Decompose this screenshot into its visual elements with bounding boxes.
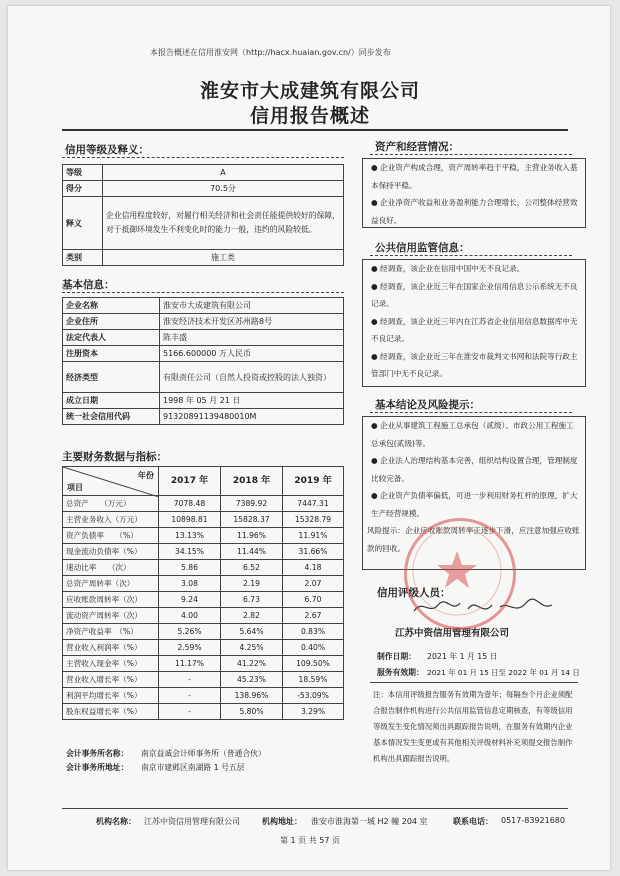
table-row [63,250,344,266]
financial-metric-value: 6.73 [221,592,283,608]
table-row [63,165,344,181]
table-row [63,624,344,640]
company-name-value: 淮安市大成建筑有限公司 [160,298,344,314]
financial-metric-value: 4.25% [221,640,283,656]
financial-metric-value: 3.08 [159,576,221,592]
footer-address: 淮安市淮海第一城 H2 幢 204 室 [311,817,428,826]
accounting-firm-label: 会计事务所名称： [66,749,129,758]
financial-metric-value: 34.15% [159,544,221,560]
financial-metric-value: 10898.81 [159,512,221,528]
item-header-label: 项目 [67,483,83,492]
financial-metric-value: 2.82 [221,608,283,624]
financial-metric-value: 4.00 [159,608,221,624]
table-row [63,592,344,608]
conclusion-item: ● 企业法人治理结构基本完善，组织结构设置合理，管理制度比较完备。 [371,456,578,483]
financial-metric-label: 速动比率 （次） [63,560,159,576]
financial-metric-value: 3.29% [283,704,344,720]
table-row [63,181,344,197]
financial-metric-value: 13.13% [159,528,221,544]
credit-rating-heading: 信用等级及释义： [65,144,149,156]
financial-metric-label: 现金流动负债率（%） [63,544,159,560]
basic-info-table [62,297,344,425]
rating-company-name: 江苏中资信用管理有限公司 [395,628,510,639]
table-row [63,298,344,314]
table-row [63,608,344,624]
financial-metric-label: 应收账款周转率（次） [63,592,159,608]
table-row [63,393,344,409]
supervision-item: ● 经调查，该企业近三年在淮安市裁判文书网和法院等行政主管部门中无不良记录。 [371,351,578,378]
financial-metric-label: 营业收入增长率（%） [63,672,159,688]
financial-metric-value: 5.86 [159,560,221,576]
financial-metric-value: 2.07 [283,576,344,592]
conclusion-item: ● 企业资产负债率偏低，可进一步利用财务杠杆的原理，扩大生产经营规模。 [371,491,578,518]
table-row [63,544,344,560]
financials-table [62,466,344,720]
table-row [63,656,344,672]
table-row [63,560,344,576]
financial-metric-value: 11.96% [221,528,283,544]
table-row [63,576,344,592]
established-date-value: 1998 年 05 月 21 日 [160,393,344,409]
table-row [63,314,344,330]
financial-metric-label: 主营业务收入（万元） [63,512,159,528]
company-name-label: 企业名称 [63,298,160,314]
financial-metric-value: 2.59% [159,640,221,656]
financial-metric-label: 资产负债率 （%） [63,528,159,544]
financial-metric-value: 7078.48 [159,496,221,512]
section-divider [370,154,572,155]
raters-label: 信用评级人员： [377,587,451,599]
financial-metric-value: -53.09% [283,688,344,704]
assets-item: ● 企业资产构成合理，资产周转率趋于平稳，主营业务收入基本保持平稳。 [371,163,578,190]
table-row [63,528,344,544]
year-2018-header: 2018 年 [221,467,283,496]
financial-metric-value: 5.26% [159,624,221,640]
financial-metric-value: 9.24 [159,592,221,608]
rating-category-label: 类别 [63,250,103,266]
supervision-item: ● 经调查，该企业在信用中国中无不良记录。 [371,264,525,273]
financial-metric-value: 11.44% [221,544,283,560]
validity-period: 2021 年 01 月 15 日至 2022 年 01 月 14 日 [427,668,580,677]
financial-metric-value: 2.19 [221,576,283,592]
conclusion-item: ● 企业从事建筑工程施工总承包（贰级）、市政公用工程施工总承包(贰级)等。 [371,421,574,448]
table-row [63,672,344,688]
financial-metric-label: 利润平均增长率（%） [63,688,159,704]
section-divider [370,255,572,256]
basic-info-heading: 基本信息： [62,279,115,291]
rating-definition-value: 企业信用程度较好，对履行相关经济和社会责任能提供较好的保障，对于抵御环境发生不利变化时的能力一般，违约的风险较低。 [103,197,344,250]
financial-metric-value: 5.80% [221,704,283,720]
table-row [63,704,344,720]
footer-phone-label: 联系电话： [453,817,493,826]
financial-metric-label: 主营收入现金率（%） [63,656,159,672]
section-divider [62,292,344,293]
financial-metric-value: 11.91% [283,528,344,544]
registered-capital-value: 5166.600000 万人民币 [160,346,344,362]
footer-agency-label: 机构名称： [96,817,136,826]
section-divider [62,157,344,158]
financial-metric-value: 138.96% [221,688,283,704]
financial-metric-value: - [159,688,221,704]
validity-label: 服务有效期： [377,668,424,677]
table-row [63,688,344,704]
financial-metric-value: - [159,672,221,688]
page-number: 第 1 页 共 57 页 [280,836,340,845]
economic-type-label: 经济类型 [63,362,160,393]
financial-metric-value: 2.67 [283,608,344,624]
accounting-firm-address: 南京市建邺区南湖路 1 号五层 [141,763,245,772]
assets-box [362,158,586,228]
year-2019-header: 2019 年 [283,467,344,496]
source-note: 本报告概述在信用淮安网（http://hacx.huaian.gov.cn/）同步发布 [150,48,391,57]
financial-metric-label: 总资产 （万元） [63,496,159,512]
financial-metric-value: 41.22% [221,656,283,672]
issued-date: 2021 年 1 月 15 日 [427,652,498,661]
financial-metric-label: 流动资产周转率（次） [63,608,159,624]
company-seal-stamp [404,518,516,630]
public-supervision-box [362,259,586,387]
table-row [63,409,344,425]
financial-metric-value: 15328.79 [283,512,344,528]
table-row [63,496,344,512]
legal-rep-value: 陈丰盛 [160,330,344,346]
financial-metric-value: 6.70 [283,592,344,608]
table-row [63,640,344,656]
table-header-row [63,467,344,496]
diagonal-header-cell [63,467,159,496]
table-row [63,330,344,346]
financial-metric-value: 7447.31 [283,496,344,512]
financial-metric-value: 45.23% [221,672,283,688]
footer-phone: 0517-83921680 [501,816,565,825]
conclusion-heading: 基本结论及风险提示： [375,399,480,411]
assets-item: ● 企业净资产收益和业务盈利能力合理增长，公司整体经营效益良好。 [371,198,578,225]
financials-heading: 主要财务数据与指标： [62,451,167,463]
credit-code-value: 91320891139480010M [160,409,344,425]
accounting-firm-address-label: 会计事务所地址： [66,763,129,772]
table-row [63,362,344,393]
report-title-company: 淮安市大成建筑有限公司 [199,80,420,102]
report-title-subtitle: 信用报告概述 [249,105,370,127]
credit-rating-table [62,164,344,266]
footer-address-label: 机构地址： [262,817,302,826]
report-validity-note: 注：本信用评级报告服务有效期为壹年；每隔叁个月企业须配合报告制作机构进行公共信用监管信息定期核查，有等级信用等级发生变化情况须出具跟踪报告说明，在服务有效期内企业基本情况发生变更或有其他相关评级材料补充须提交报告制作机构出具跟踪报告说明。 [373,690,573,763]
financial-metric-label: 股东权益增长率（%） [63,704,159,720]
established-date-label: 成立日期 [63,393,160,409]
company-address-value: 淮安经济技术开发区苏州路8号 [160,314,344,330]
issued-date-label: 制作日期： [377,652,416,661]
footer-agency: 江苏中资信用管理有限公司 [144,817,240,826]
year-header-label: 年份 [138,471,154,480]
rating-level-value: A [103,165,344,181]
table-row [63,197,344,250]
footer-divider [62,808,568,809]
table-row [63,512,344,528]
financial-metric-value: 6.52 [221,560,283,576]
financial-metric-value: 11.17% [159,656,221,672]
supervision-item: ● 经调查，该企业近三年在国家企业信用信息公示系统无不良记录。 [371,281,578,308]
financial-metric-label: 净资产收益率 （%） [63,624,159,640]
legal-rep-label: 法定代表人 [63,330,160,346]
assets-heading: 资产和经营情况： [375,141,459,153]
table-row [63,346,344,362]
financial-metric-value: - [159,704,221,720]
financial-metric-value: 15828.37 [221,512,283,528]
section-divider [370,682,578,683]
supervision-item: ● 经调查，该企业近三年内在江苏省企业信用信息数据库中无不良记录。 [371,316,578,343]
financial-metric-value: 109.50% [283,656,344,672]
financial-metric-label: 营业收入利润率（%） [63,640,159,656]
financial-metric-value: 18.59% [283,672,344,688]
seal-star-icon [404,518,510,624]
financial-metric-value: 31.66% [283,544,344,560]
financial-metric-value: 5.64% [221,624,283,640]
section-divider [370,412,572,413]
public-supervision-heading: 公共信用监管信息： [375,242,470,254]
financial-metric-value: 4.18 [283,560,344,576]
financial-metric-value: 0.83% [283,624,344,640]
company-address-label: 企业住所 [63,314,160,330]
credit-code-label: 统一社会信用代码 [63,409,160,425]
rating-definition-label: 释义 [63,197,103,250]
registered-capital-label: 注册资本 [63,346,160,362]
rating-category-value: 施工类 [103,250,344,266]
rating-score-value: 70.5分 [103,181,344,197]
financial-metric-label: 总资产周转率（次） [63,576,159,592]
financial-metric-value: 0.40% [283,640,344,656]
rating-score-label: 得分 [63,181,103,197]
risk-warning: 风险提示：企业应收账款周转率正逐步下滑，应注意加强应收账款的回收。 [367,526,580,553]
rating-level-label: 等级 [63,165,103,181]
title-divider [62,129,568,131]
accounting-firm-name: 南京益诚会计师事务所（普通合伙） [141,749,266,758]
financial-metric-value: 7389.92 [221,496,283,512]
year-2017-header: 2017 年 [159,467,221,496]
economic-type-value: 有限责任公司（自然人投资或控股的法人独资） [160,362,344,393]
